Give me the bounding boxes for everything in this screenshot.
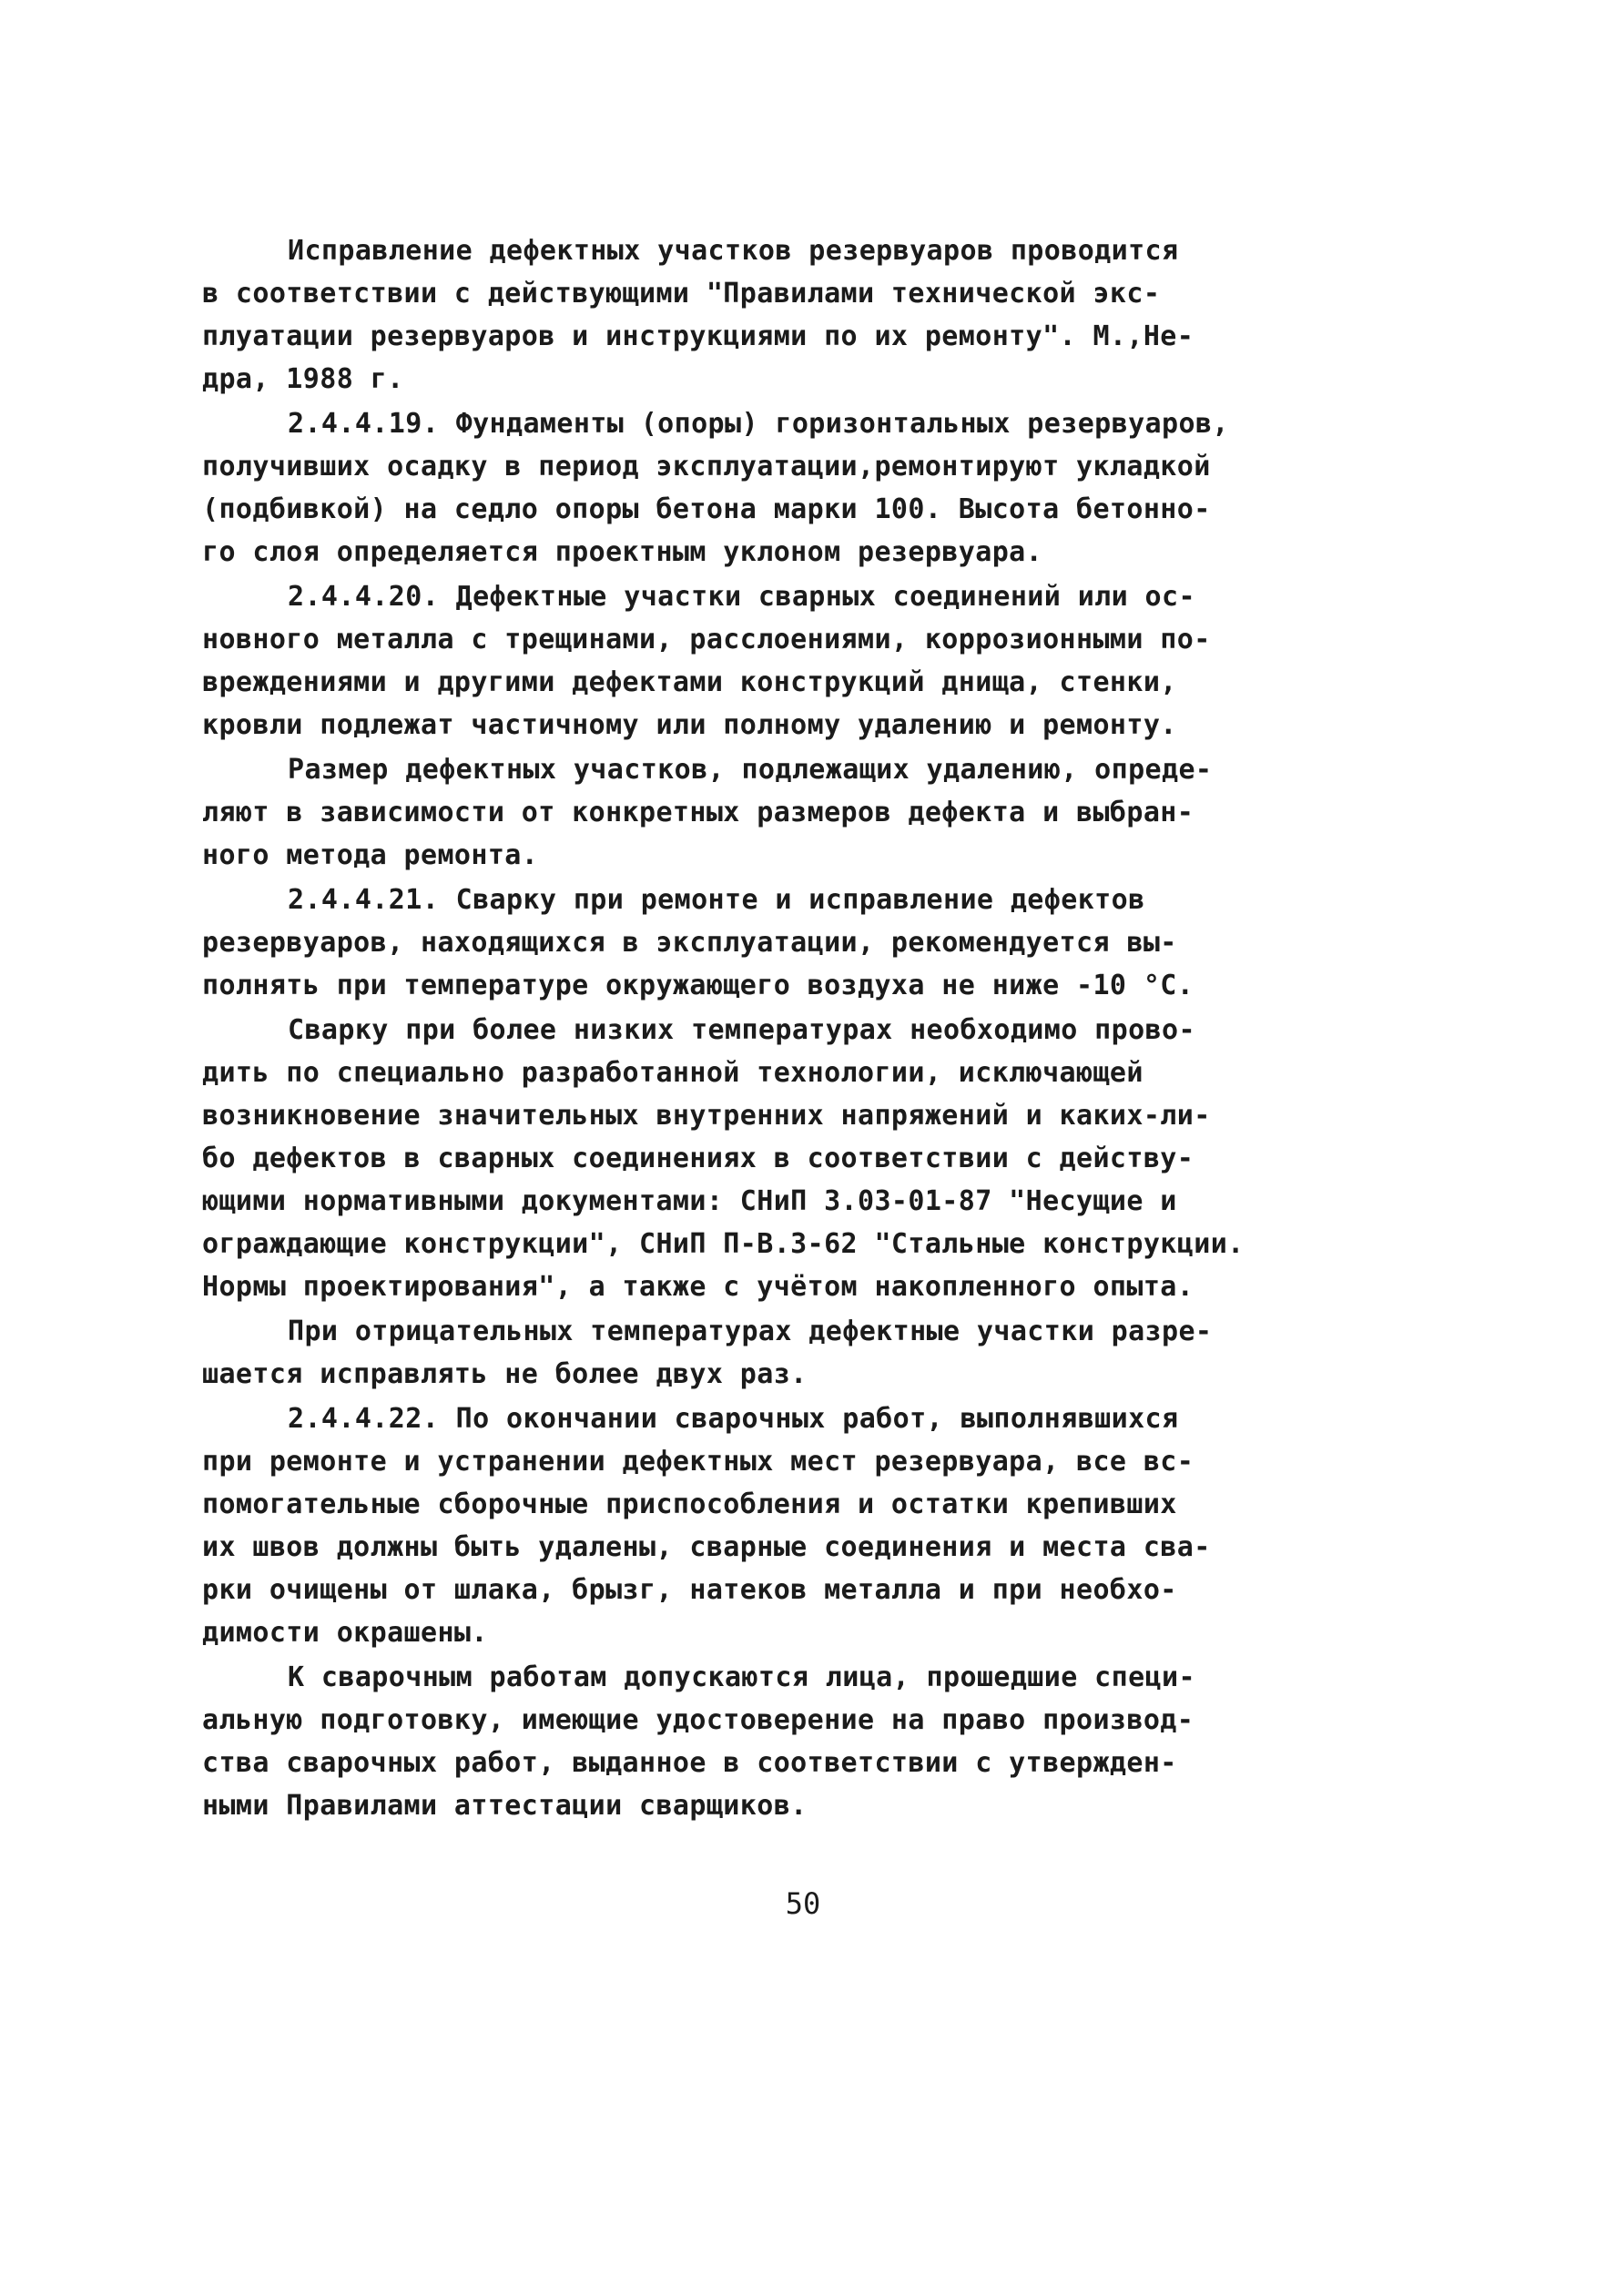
text-line: плуатации резервуаров и инструкциями по их ремонту". М.,Не- bbox=[202, 320, 1194, 352]
text-line: 2.4.4.20. Дефектные участки сварных соединений или ос- bbox=[288, 581, 1195, 613]
text-line: 2.4.4.22. По окончании сварочных работ, выполнявшихся bbox=[288, 1403, 1179, 1435]
text-line: альную подготовку, имеющие удостоверение на право производ- bbox=[202, 1704, 1194, 1736]
text-line: шается исправлять не более двух раз. bbox=[202, 1358, 808, 1390]
text-line: Исправление дефектных участков резервуаров проводится bbox=[288, 235, 1179, 267]
text-line: При отрицательных температурах дефектные участки разре- bbox=[288, 1316, 1213, 1347]
text-line: К сварочным работам допускаются лица, прошедшие специ- bbox=[288, 1661, 1195, 1693]
text-line: помогательные сборочные приспособления и остатки крепивших bbox=[202, 1488, 1177, 1520]
text-line: (подбивкой) на седло опоры бетона марки 100. Высота бетонно- bbox=[202, 493, 1211, 525]
text-line: дить по специально разработанной технологии, исключающей bbox=[202, 1057, 1144, 1089]
text-line: ляют в зависимости от конкретных размеров дефекта и выбран- bbox=[202, 797, 1194, 828]
text-line: получивших осадку в период эксплуатации,ремонтируют укладкой bbox=[202, 451, 1211, 483]
text-line: Нормы проектирования", а также с учётом накопленного опыта. bbox=[202, 1271, 1194, 1303]
text-line: ного метода ремонта. bbox=[202, 839, 539, 871]
text-line: Размер дефектных участков, подлежащих удалению, опреде- bbox=[288, 754, 1213, 786]
text-line: Сварку при более низких температурах необходимо прово- bbox=[288, 1014, 1195, 1046]
text-line: в соответствии с действующими "Правилами технической экс- bbox=[202, 278, 1161, 310]
text-line: возникновение значительных внутренних напряжений и каких-ли- bbox=[202, 1100, 1211, 1132]
text-line: новного металла с трещинами, расслоениями, коррозионными по- bbox=[202, 624, 1211, 655]
text-line: дра, 1988 г. bbox=[202, 363, 404, 395]
text-line: вреждениями и другими дефектами конструкций днища, стенки, bbox=[202, 666, 1177, 698]
text-line: при ремонте и устранении дефектных мест резервуара, все вс- bbox=[202, 1446, 1194, 1478]
text-line: димости окрашены. bbox=[202, 1617, 488, 1649]
page-number: 50 bbox=[785, 1886, 821, 1921]
text-line: ограждающие конструкции", СНиП П-В.3-62 "Стальные конструкции. bbox=[202, 1228, 1245, 1260]
text-line: 2.4.4.21. Сварку при ремонте и исправление дефектов bbox=[288, 884, 1145, 916]
text-line: ющими нормативными документами: СНиП 3.03-01-87 "Несущие и bbox=[202, 1185, 1177, 1217]
text-line: их швов должны быть удалены, сварные соединения и места сва- bbox=[202, 1531, 1211, 1563]
text-line: ными Правилами аттестации сварщиков. bbox=[202, 1790, 808, 1822]
text-line: рки очищены от шлака, брызг, натеков металла и при необхо- bbox=[202, 1574, 1177, 1606]
text-line: го слоя определяется проектным уклоном резервуара. bbox=[202, 536, 1043, 568]
text-line: бо дефектов в сварных соединениях в соответствии с действу- bbox=[202, 1143, 1194, 1174]
text-line: 2.4.4.19. Фундаменты (опоры) горизонтальных резервуаров, bbox=[288, 408, 1229, 440]
text-line: ства сварочных работ, выданное в соответствии с утвержден- bbox=[202, 1747, 1177, 1779]
text-line: полнять при температуре окружающего воздуха не ниже -10 °С. bbox=[202, 970, 1194, 1001]
text-line: кровли подлежат частичному или полному удалению и ремонту. bbox=[202, 709, 1177, 741]
text-line: резервуаров, находящихся в эксплуатации, рекомендуется вы- bbox=[202, 927, 1177, 959]
